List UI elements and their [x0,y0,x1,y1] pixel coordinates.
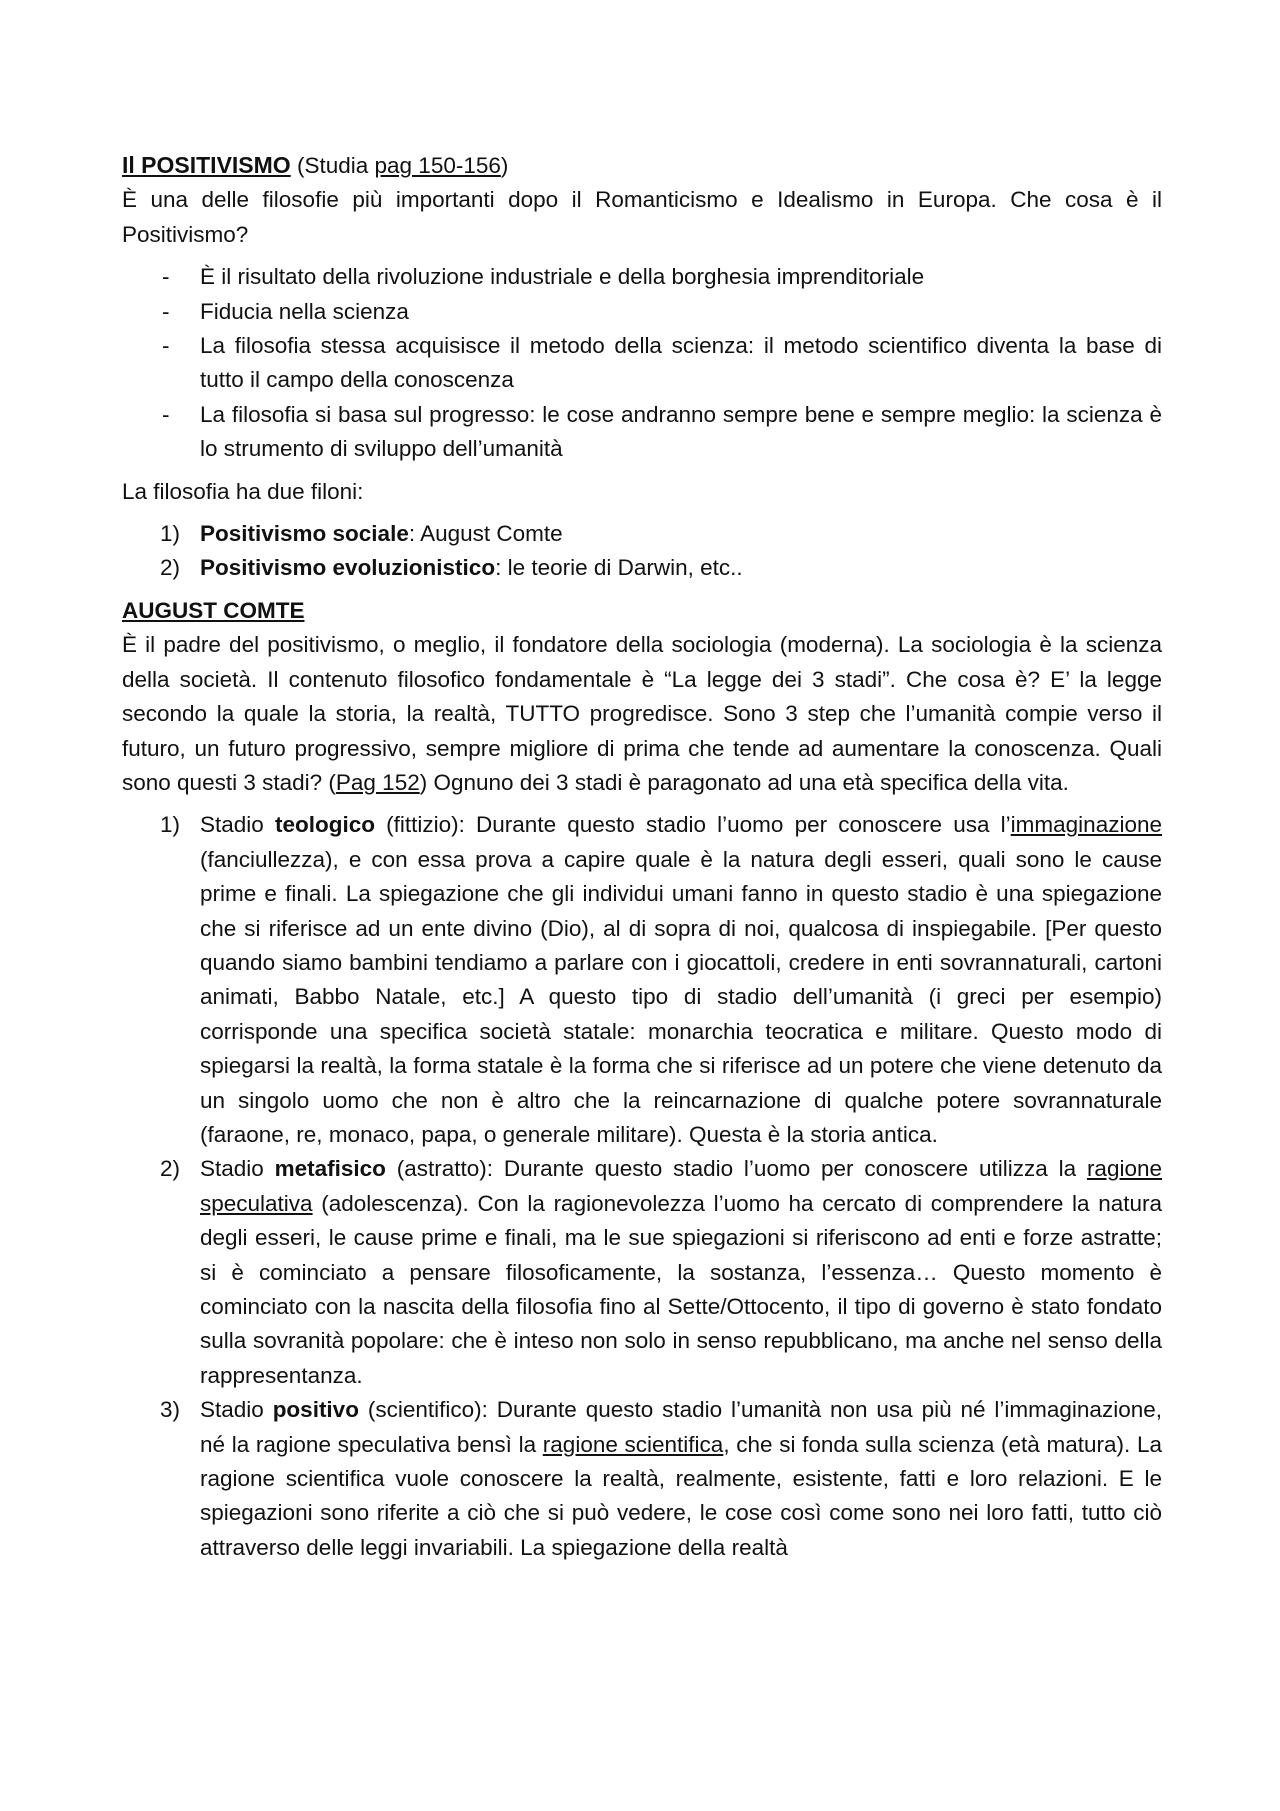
bullet-text: È il risultato della rivoluzione industriale e della borghesia imprenditoriale [200,264,925,290]
bullet-item: - La filosofia stessa acquisisce il metodo della scienza: il metodo scientifico diventa la base di tutto il campo della conoscenza [162,333,1162,393]
stage-keyword: immaginazione [1010,812,1162,838]
page-title: Il POSITIVISMO [122,152,291,178]
stage-item: 1) Stadio teologico (fittizio): Durante questo stadio l’uomo per conoscere usa l’immaginazione (fanciullezza), e con essa prova a capire quale è la natura degli esseri, quali sono le cause prime e finali. La spiegazione che gli individui umani fanno in questo stadio è una spiegazione che si riferisce ad un ente divino (Dio), al di sopra di noi, qualcosa di inspiegabile. [Per questo quando siamo bambini tendiamo a parlare con i giocattoli, credere in enti sovrannaturali, cartoni animati, Babbo Natale, etc.] A questo tipo di stadio dell’umanità (i greci per esempio) corrisponde una specifica società statale: monarchia teocratica e militare. Questo modo di spiegarsi la realtà, la forma statale è la forma che si riferisce ad un potere che viene detenuto da un singolo uomo che non è altro che la reincarnazione di qualche potere sovrannaturale (faraone, re, monaco, papa, o generale militare). Questa è la storia antica. [160,812,1162,1147]
bullet-item: - La filosofia si basa sul progresso: le cose andranno sempre bene e sempre meglio: la scienza è lo strumento di sviluppo dell’umanità [162,401,1162,462]
study-note-open: (Studia [296,153,375,178]
bullet-text: La filosofia stessa acquisisce il metodo della scienza: il metodo scientifico diventa la base di tutto il campo della conoscenza [200,333,1162,393]
stage-item: 2) Stadio metafisico (astratto): Durante questo stadio l’uomo per conoscere utilizza la ragione speculativa (adolescenza). Con la ragionevolezza l’uomo ha cercato di comprendere la natura degli esseri, le cause prime e finali, ma le sue spiegazioni si riferiscono ad enti e forze astratte; si è cominciato a pensare filosoficamente, la sostanza, l’essenza… Questo momento è cominciato con la nascita della filosofia fino al Sette/Ottocento, il tipo di governo è stato fondato sulla sovranità popolare: che è inteso non solo in senso repubblicano, ma anche nel senso della rappresentanza. [160,1156,1162,1388]
bullet-item: - Fiducia nella scienza [162,298,409,324]
branch-desc: : August Comte [408,521,563,547]
document-header [122,148,1162,183]
study-note-close: ) [500,153,509,178]
bullet-text: Fiducia nella scienza [200,298,409,324]
intro-paragraph: È una delle filosofie più importanti dopo il Romanticismo e Idealismo in Europa. Che cosa è il Positivismo? [122,187,1162,247]
stages-list [122,808,1162,1565]
stage-keyword: ragione speculativa [200,1156,1162,1216]
stage-name: positivo [272,1397,359,1423]
branches-list [122,517,1162,586]
page-reference: Pag 152 [335,769,420,795]
branch-desc: : le teorie di Darwin, etc.. [495,555,743,581]
document-page [122,148,1162,1565]
bullet-item: - È il risultato della rivoluzione industriale e della borghesia imprenditoriale [162,264,925,290]
stage-keyword: ragione scientifica [542,1431,724,1457]
branch-item: 1) Positivismo sociale: August Comte [160,521,563,547]
section-heading: AUGUST COMTE [122,597,305,623]
spacer [122,467,1162,475]
spacer [122,252,1162,260]
bullet-list [122,260,1162,466]
stage-item: 3) Stadio positivo (scientifico): Durante questo stadio l’umanità non usa più né l’immaginazione, né la ragione speculativa bensì la ragione scientifica, che si fonda sulla scienza (età matura). La ragione scientifica vuole conoscere la realtà, realmente, esistente, fatti e loro relazioni. E le spiegazioni sono riferite a ciò che si può vedere, le cose così come sono nei loro fatti, tutto ciò attraverso delle leggi invariabili. La spiegazione della realtà [160,1397,1162,1560]
study-note-pages: pag 150-156 [374,153,501,178]
bullet-text: La filosofia si basa sul progresso: le cose andranno sempre bene e sempre meglio: la scienza è lo strumento di sviluppo dell’umanità [200,401,1162,462]
stage-name: teologico [274,812,375,838]
comte-paragraph: È il padre del positivismo, o meglio, il fondatore della sociologia (moderna). La sociologia è la scienza della società. Il contenuto filosofico fondamentale è “La legge dei 3 stadi”. Che cosa è? E’ la legge secondo la quale la storia, la realtà, TUTTO progredisce. Sono 3 step che l’umanità compie verso il futuro, un futuro progressivo, sempre migliore di prima che tende ad aumentare la conoscenza. Quali sono questi 3 stadi? (Pag 152) Ognuno dei 3 stadi è paragonato ad una età specifica della vita. [122,632,1162,795]
spacer [122,800,1162,808]
branch-name: Positivismo sociale [200,521,409,547]
branches-intro: La filosofia ha due filoni: [122,478,364,504]
branch-name: Positivismo evoluzionistico [200,555,496,581]
branch-item: 2) Positivismo evoluzionistico: le teorie di Darwin, etc.. [160,555,743,581]
spacer [122,509,1162,517]
stage-name: metafisico [274,1156,386,1182]
spacer [122,586,1162,594]
